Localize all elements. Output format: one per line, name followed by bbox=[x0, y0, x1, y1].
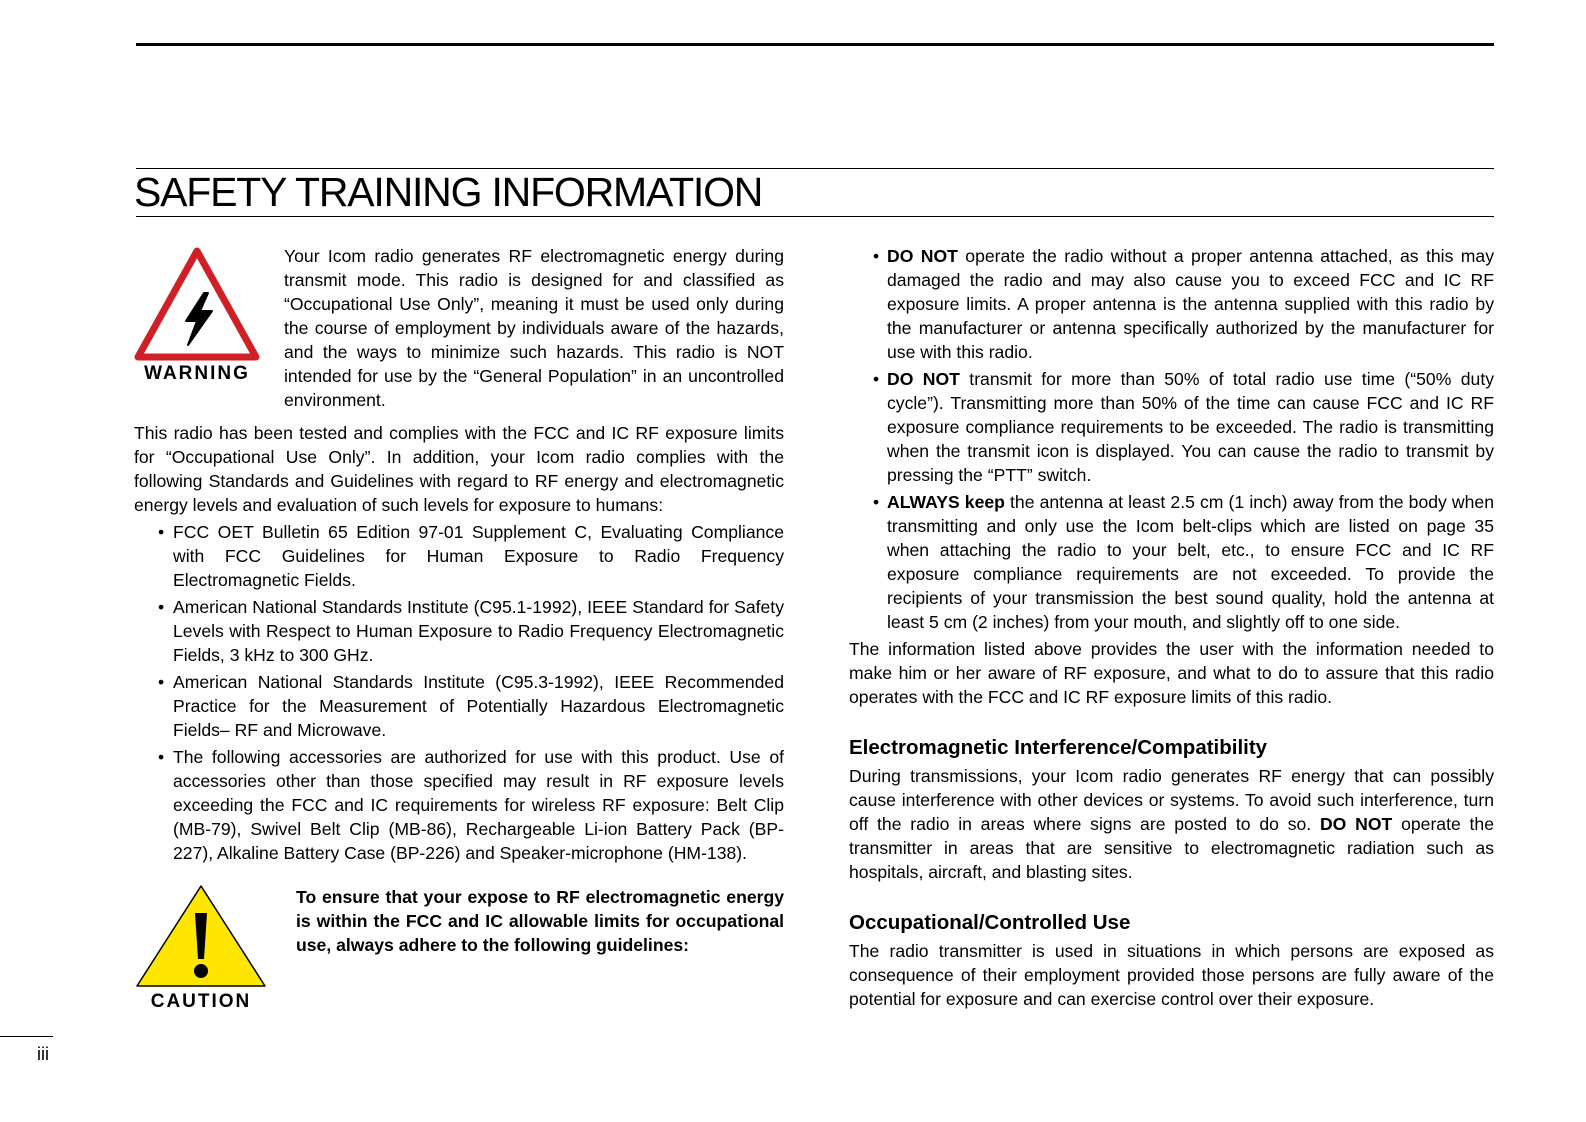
guideline-text: transmit for more than 50% of total radio use time (“50% duty cycle”). Transmitting more than 50% of the time can cause FCC and IC RF exposure compliance requirements to be exceeded. The radio is transmitting when the transmit icon is displayed. You can cause the radio to transmit by pressing the “PTT” switch. bbox=[887, 369, 1494, 485]
emi-bold: DO NOT bbox=[1319, 814, 1393, 834]
header-rule bbox=[136, 43, 1494, 46]
occupational-heading: Occupational/Controlled Use bbox=[849, 911, 1131, 934]
title-rule-bottom bbox=[136, 216, 1494, 217]
warning-label: WARNING bbox=[144, 363, 250, 384]
emi-paragraph bbox=[849, 764, 1494, 884]
guideline-text: operate the radio without a proper antenna attached, as this may damaged the radio and may also cause you to exceed FCC and IC RF exposure limits. A proper antenna is the antenna supplied with this radio by the manufacturer or antenna specifically authorized by the manufacturer for use with this radio. bbox=[887, 246, 1494, 362]
guideline-lead: ALWAYS keep bbox=[887, 492, 1005, 512]
right-column bbox=[849, 244, 1494, 1011]
list-item bbox=[849, 490, 1494, 634]
list-item bbox=[849, 244, 1494, 364]
guideline-lead: DO NOT bbox=[887, 369, 960, 389]
emi-heading: Electromagnetic Interference/Compatibility bbox=[849, 736, 1268, 759]
caution-block bbox=[134, 885, 784, 1025]
emi-text-after: operate the transmitter in areas that are sensitive to electromagnetic radiation such as hospitals, aircraft, and blasting sites. bbox=[849, 814, 1495, 882]
guidelines-list bbox=[849, 244, 1494, 634]
guideline-text: the antenna at least 2.5 cm (1 inch) away from the body when transmitting and only use the Icom belt-clips which are listed on page 35 when attaching the radio to your belt, etc., to ensure FCC and IC RF exposure compliance requirements are not exceeded. To provide the recipients of your transmission the best sound quality, hold the antenna at least 5 cm (2 inches) from your mouth, and slightly off to one side. bbox=[887, 492, 1494, 632]
list-item: • American National Standards Institute (C95.1-1992), IEEE Standard for Safety Levels with Respect to Human Exposure to Radio Frequency Electromagnetic Fields, 3 kHz to 300 GHz. bbox=[134, 595, 784, 667]
footer-rule bbox=[0, 1036, 53, 1037]
intro-paragraph: This radio has been tested and complies with the FCC and IC RF exposure limits for “Occupational Use Only”. In addition, your Icom radio complies with the following Standards and Guidelines with regard to RF energy and electromagnetic energy levels and evaluation of such levels for exposure to humans: bbox=[134, 423, 784, 515]
warning-figure bbox=[134, 247, 260, 385]
warning-block bbox=[134, 244, 784, 418]
list-item: • FCC OET Bulletin 65 Edition 97-01 Supplement C, Evaluating Compliance with FCC Guidelines for Human Exposure to Radio Frequency Electromagnetic Fields. bbox=[134, 520, 784, 592]
caution-triangle-exclamation-icon bbox=[134, 883, 268, 989]
list-item: • American National Standards Institute (C95.3-1992), IEEE Recommended Practice for the Measurement of Potentially Hazardous Electromagnetic Fields– RF and Microwave. bbox=[134, 670, 784, 742]
guideline-lead: DO NOT bbox=[887, 246, 958, 266]
caution-label: CAUTION bbox=[150, 991, 252, 1012]
page-number: iii bbox=[37, 1044, 49, 1064]
warning-triangle-lightning-icon bbox=[134, 247, 260, 361]
occupational-paragraph: The radio transmitter is used in situations in which persons are exposed as consequence of their employment provided those persons are fully aware of the potential for exposure and can exercise control over their exposure. bbox=[849, 941, 1494, 1009]
page-title: SAFETY TRAINING INFORMATION bbox=[134, 169, 763, 215]
left-column bbox=[134, 244, 784, 1025]
caution-figure bbox=[134, 883, 268, 1013]
standards-list bbox=[134, 520, 784, 865]
caution-text: To ensure that your expose to RF electromagnetic energy is within the FCC and IC allowable limits for occupational use, always adhere to the following guidelines: bbox=[296, 887, 784, 955]
warning-text: Your Icom radio generates RF electromagnetic energy during transmit mode. This radio is designed for and classified as “Occupational Use Only”, meaning it must be used only during the course of employment by individuals aware of the hazards, and the ways to minimize such hazards. This radio is NOT intended for use by the “General Population” in an uncontrolled environment. bbox=[284, 246, 784, 410]
list-item: • The following accessories are authorized for use with this product. Use of accessories other than those specified may result in RF exposure levels exceeding the FCC and IC requirements for wireless RF exposure: Belt Clip (MB-79), Swivel Belt Clip (MB-86), Rechargeable Li-ion Battery Pack (BP-227), Alkaline Battery Case (BP-226) and Speaker-microphone (HM-138). bbox=[134, 745, 784, 865]
emi-text-before: During transmissions, your Icom radio generates RF energy that can possibly cause interference with other devices or systems. To avoid such interference, turn off the radio in areas where signs are posted to do so. bbox=[849, 766, 1494, 834]
summary-paragraph: The information listed above provides the user with the information needed to make him or her aware of RF exposure, and what to do to assure that this radio operates with the FCC and IC RF exposure limits of this radio. bbox=[849, 639, 1494, 707]
list-item bbox=[849, 367, 1494, 487]
